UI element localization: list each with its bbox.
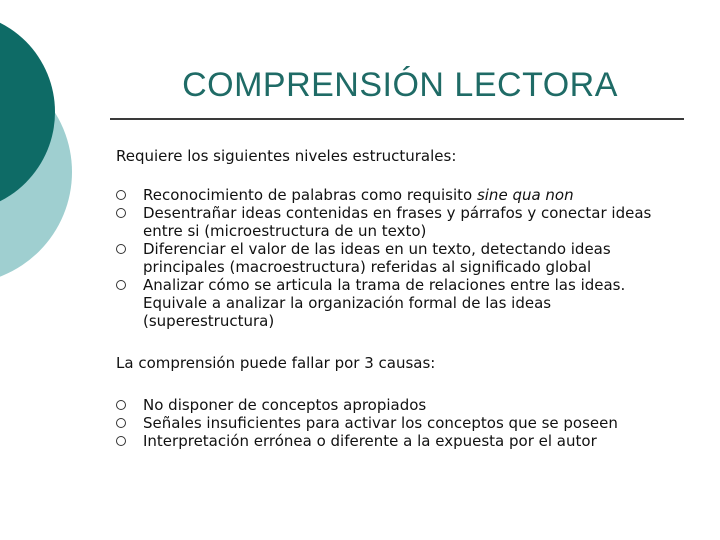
section2-intro: La comprensión puede fallar por 3 causas: (116, 354, 436, 372)
hollow-circle-bullet-icon (116, 418, 126, 428)
failure-causes-list (116, 396, 686, 450)
hollow-circle-bullet-icon (116, 436, 126, 446)
list-item-text: No disponer de conceptos apropiados (143, 396, 427, 414)
structural-levels-list (116, 186, 686, 330)
list-item-text: Interpretación errónea o diferente a la expuesta por el autor (143, 432, 597, 450)
title-divider (110, 118, 684, 120)
list-item (116, 186, 686, 204)
list-item (116, 240, 686, 276)
slide-title: COMPRENSIÓN LECTORA (182, 66, 618, 104)
list-item-text: Reconocimiento de palabras como requisito (143, 186, 477, 204)
list-item-text: Analizar cómo se articula la trama de relaciones entre las ideas. Equivale a analizar la organización formal de las ideas (superestructura) (143, 276, 626, 330)
decorative-circles (0, 0, 120, 300)
list-item (116, 204, 686, 240)
list-item-text: Diferenciar el valor de las ideas en un texto, detectando ideas principales (macroestructura) referidas al significado global (143, 240, 611, 276)
hollow-circle-bullet-icon (116, 280, 126, 290)
section1-intro: Requiere los siguientes niveles estructurales: (116, 147, 457, 165)
hollow-circle-bullet-icon (116, 190, 126, 200)
hollow-circle-bullet-icon (116, 400, 126, 410)
list-item-emphasis: sine qua non (476, 186, 574, 204)
list-item-text: Desentrañar ideas contenidas en frases y párrafos y conectar ideas entre si (microestructura de un texto) (143, 204, 652, 240)
list-item-text: Señales insuficientes para activar los conceptos que se poseen (143, 414, 618, 432)
hollow-circle-bullet-icon (116, 244, 126, 254)
list-item (116, 276, 686, 330)
list-item (116, 414, 686, 432)
hollow-circle-bullet-icon (116, 208, 126, 218)
list-item (116, 432, 686, 450)
list-item (116, 396, 686, 414)
